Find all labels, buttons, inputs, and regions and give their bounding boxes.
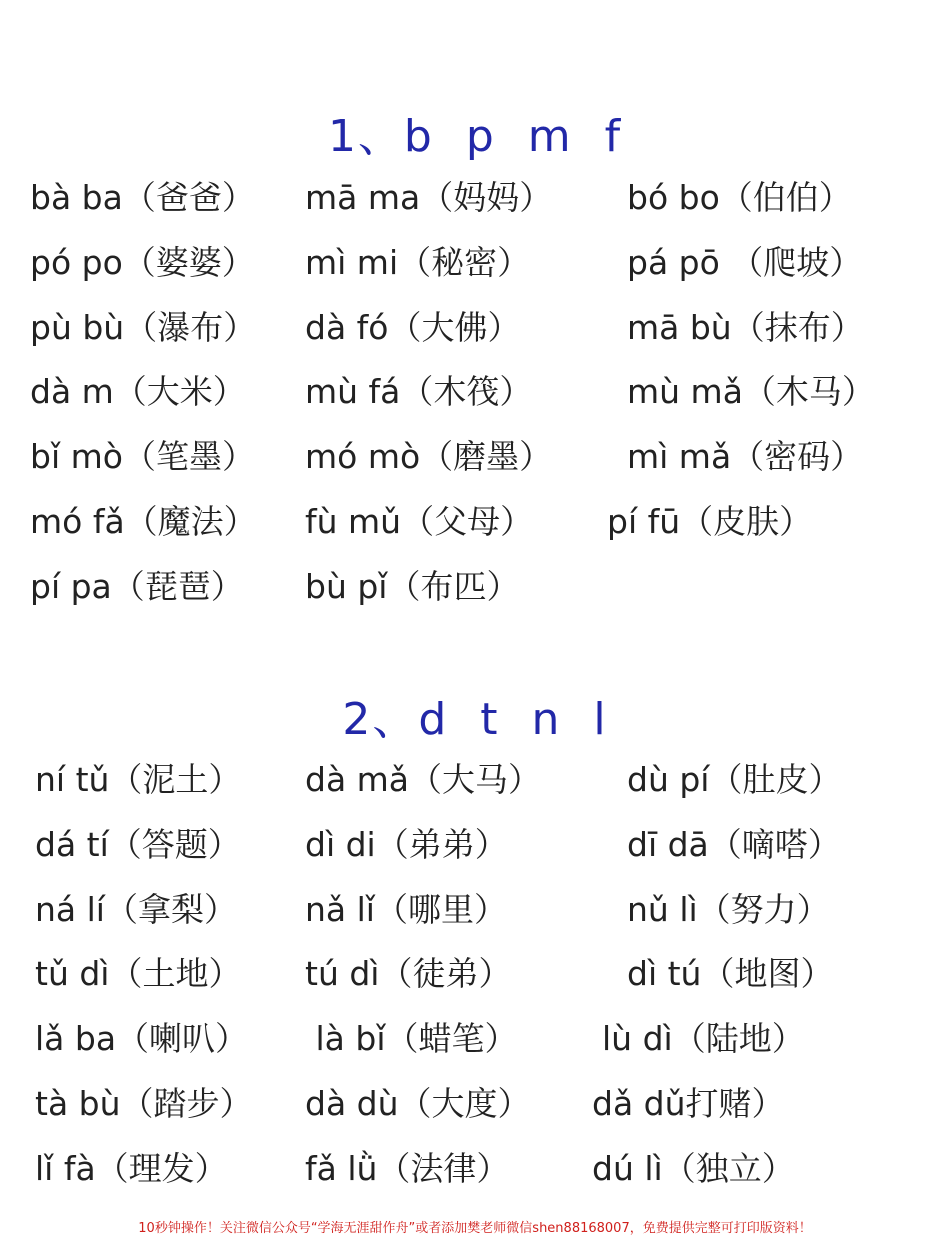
word-item: pí fū（皮肤）	[607, 502, 813, 541]
word-item: pí pa（琵琶）	[30, 567, 244, 606]
word-item: bǐ mò（笔墨）	[30, 437, 255, 476]
word-item: nǔ lì（努力）	[627, 890, 830, 929]
word-item: pá pō （爬坡）	[627, 243, 863, 282]
word-item: ná lí（拿梨）	[35, 890, 237, 929]
word-item: nǎ lǐ（哪里）	[305, 890, 507, 929]
word-item: ní tǔ（泥土）	[35, 760, 242, 799]
word-item: bà ba（爸爸）	[30, 178, 255, 217]
word-item: lǎ ba（喇叭）	[35, 1019, 249, 1058]
word-item: dì tú（地图）	[627, 954, 834, 993]
word-item: dà fó（大佛）	[305, 308, 521, 347]
word-item: dī dā（嘀嗒）	[627, 825, 841, 864]
word-item: là bǐ（蜡笔）	[305, 1019, 518, 1058]
word-item: dì di（弟弟）	[305, 825, 508, 864]
footer-notice: 10秒钟操作！关注微信公众号“学海无涯甜作舟”或者添加樊老师微信shen88168007，免费提供完整可打印版资料！	[138, 1221, 812, 1236]
word-item: lǐ fà（理发）	[35, 1149, 228, 1188]
word-item: dà mǎ（大马）	[305, 760, 542, 799]
word-item: bó bo（伯伯）	[627, 178, 852, 217]
word-item: dà dù（大度）	[305, 1084, 531, 1123]
word-item: tú dì（徒弟）	[305, 954, 512, 993]
word-item: mó mò（磨墨）	[305, 437, 553, 476]
word-item: fù mǔ（父母）	[305, 502, 534, 541]
word-item: mì mi（秘密）	[305, 243, 531, 282]
word-item: fǎ lǜ（法律）	[305, 1149, 510, 1188]
word-item: lù dì（陆地）	[602, 1019, 805, 1058]
word-item: mā bù（抹布）	[627, 308, 864, 347]
word-item: mì mǎ（密码）	[627, 437, 864, 476]
word-item: mù mǎ（木马）	[627, 372, 875, 411]
word-item: mù fá（木筏）	[305, 372, 533, 411]
word-item: dà m（大米）	[30, 372, 246, 411]
word-item: bù pǐ（布匹）	[305, 567, 520, 606]
word-item: tǔ dì（土地）	[35, 954, 242, 993]
word-item: mā ma（妈妈）	[305, 178, 553, 217]
section-heading-2: 2、d t n l	[342, 694, 608, 745]
word-item: pó po（婆婆）	[30, 243, 255, 282]
word-item: dá tí（答题）	[35, 825, 241, 864]
word-item: dú lì（独立）	[592, 1149, 795, 1188]
word-item: tà bù（踏步）	[35, 1084, 253, 1123]
word-item: pù bù（瀑布）	[30, 308, 257, 347]
word-item: mó fǎ（魔法）	[30, 502, 257, 541]
section-heading-1: 1、b p m f	[327, 111, 623, 162]
word-item: dù pí（肚皮）	[627, 760, 842, 799]
word-item: dǎ dǔ打赌）	[592, 1084, 785, 1123]
